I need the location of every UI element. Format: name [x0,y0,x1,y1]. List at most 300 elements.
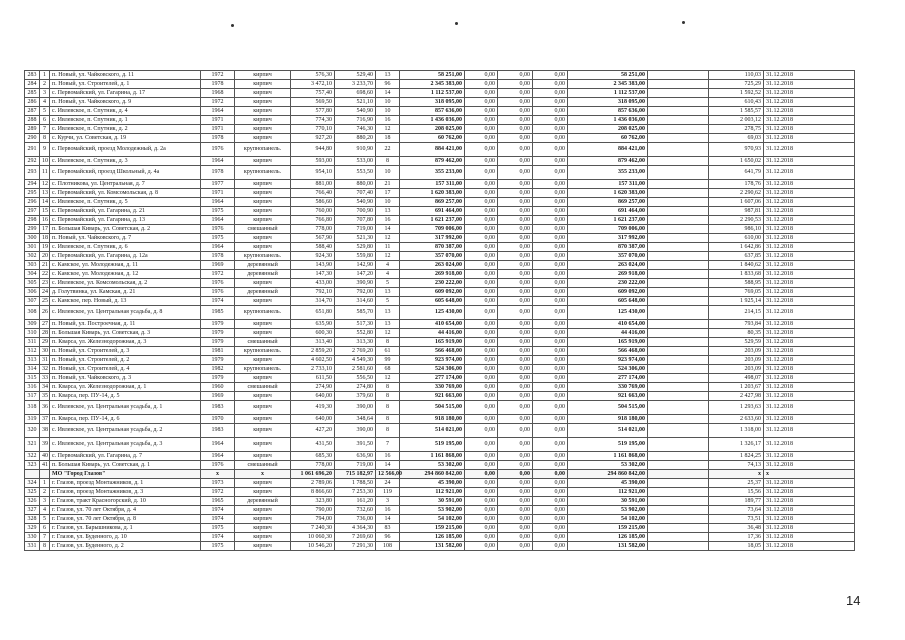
cell-cost-total: 330 769,00 [400,383,465,392]
cell-cost-owners: 1 161 868,00 [568,452,648,461]
cell-address: с. Камское, пер. Новый, д. 13 [50,297,201,306]
cell-cost-local: 0,00 [533,243,568,252]
cell-blank [648,134,709,143]
cell-cost-per-sqm: 2 633,60 [709,415,764,424]
cell-address: с. Ивлевское, ул. Центральная усадьба, д. 8 [50,306,201,320]
cell-wall-material: кирпич [235,415,291,424]
table-row [25,365,855,374]
table-row [25,383,855,392]
cell-deadline-date: 31.12.2018 [764,383,855,392]
cell-row-number: 293 [25,166,40,180]
cell-item-index: 7 [40,533,50,542]
cell-row-number: 317 [25,392,40,401]
cell-item-index: 13 [40,189,50,198]
cell-blank [648,98,709,107]
cell-cost-regional: 0,00 [498,98,533,107]
cell-wall-material: крупнопанель. [235,365,291,374]
cell-build-year: 1978 [201,166,235,180]
cell-deadline-date: 31.12.2018 [764,542,855,551]
cell-blank [648,383,709,392]
cell-row-number: 295 [25,189,40,198]
cell-residents: 10 [376,98,400,107]
cell-address: с. Плотникова, ул. Центральная, д. 7 [50,180,201,189]
cell-blank [648,189,709,198]
cell-blank [648,438,709,452]
cell-cost-per-sqm: 203,09 [709,365,764,374]
cell-cost-federal: 0,00 [465,243,498,252]
cell-blank [648,297,709,306]
cell-address: с. Камское, ул. Молодежная, д. 11 [50,261,201,270]
cell-address: с. Ивлевское, п. Спутник, д. 3 [50,157,201,166]
cell-cost-owners: 269 918,00 [568,270,648,279]
cell-cost-regional: 0,00 [498,288,533,297]
cell-residents: 22 [376,143,400,157]
cell-cost-federal: 0,00 [465,261,498,270]
cell-residents: 14 [376,461,400,470]
cell-item-index: 4 [40,506,50,515]
cell-cost-per-sqm: 610,00 [709,234,764,243]
cell-build-year: 1975 [201,524,235,533]
cell-blank [648,497,709,506]
cell-cost-total: 566 468,00 [400,347,465,356]
cell-cost-owners: 208 025,00 [568,125,648,134]
cell-deadline-date: 31.12.2018 [764,329,855,338]
cell-row-number: 319 [25,415,40,424]
page-number: 14 [846,593,861,608]
cell-row-number [25,470,40,479]
cell-row-number: 296 [25,198,40,207]
cell-living-area: 521,30 [335,234,376,243]
cell-cost-federal: 0,00 [465,452,498,461]
cell-row-number: 323 [25,461,40,470]
cell-cost-per-sqm: 74,13 [709,461,764,470]
cell-cost-per-sqm: 1 840,62 [709,261,764,270]
table-row [25,180,855,189]
cell-cost-per-sqm: 1 833,68 [709,270,764,279]
cell-total-area: 792,10 [291,288,335,297]
cell-build-year: 1976 [201,461,235,470]
cell-cost-federal: 0,00 [465,216,498,225]
cell-cost-local: 0,00 [533,288,568,297]
cell-address: г. Глазов, ул. 70 лет Октября, д. 4 [50,506,201,515]
cell-living-area: 390,00 [335,401,376,415]
cell-cost-total: 60 762,00 [400,134,465,143]
cell-cost-local: 0,00 [533,374,568,383]
cell-blank [648,216,709,225]
cell-deadline-date: 31.12.2018 [764,89,855,98]
cell-cost-federal: 0,00 [465,479,498,488]
cell-cost-owners: 709 006,00 [568,225,648,234]
cell-address: с. Камское, ул. Молодежная, д. 12 [50,270,201,279]
cell-living-area: 2 581,60 [335,365,376,374]
cell-residents: 21 [376,180,400,189]
cell-cost-total: 230 222,00 [400,279,465,288]
cell-cost-per-sqm: 2 003,12 [709,116,764,125]
cell-wall-material: смешанный [235,461,291,470]
cell-row-number: 283 [25,71,40,80]
cell-residents: 11 [376,243,400,252]
cell-address: п. Кварса, пер. ПУ-14, д. 5 [50,392,201,401]
cell-residents: 14 [376,89,400,98]
cell-total-area: 640,00 [291,415,335,424]
cell-deadline-date: 31.12.2018 [764,71,855,80]
cell-total-area: 774,30 [291,116,335,125]
cell-deadline-date: 31.12.2018 [764,180,855,189]
cell-item-index: 15 [40,207,50,216]
cell-wall-material: кирпич [235,479,291,488]
table-row [25,198,855,207]
cell-cost-owners: 923 974,00 [568,356,648,365]
cell-residents: 119 [376,488,400,497]
cell-cost-total: 1 621 237,00 [400,216,465,225]
cell-cost-owners: 58 251,00 [568,71,648,80]
cell-deadline-date: 31.12.2018 [764,125,855,134]
cell-cost-federal: 0,00 [465,125,498,134]
cell-item-index: 16 [40,216,50,225]
cell-total-area: 927,20 [291,134,335,143]
cell-wall-material: кирпич [235,524,291,533]
cell-item-index: 35 [40,392,50,401]
cell-blank [648,198,709,207]
cell-wall-material: деревянный [235,270,291,279]
cell-residents: 8 [376,392,400,401]
cell-item-index: 3 [40,89,50,98]
cell-cost-total: 126 185,00 [400,533,465,542]
cell-cost-federal: 0,00 [465,80,498,89]
table-row [25,143,855,157]
cell-cost-regional: 0,00 [498,261,533,270]
cell-build-year: 1964 [201,216,235,225]
cell-build-year: 1979 [201,338,235,347]
cell-item-index: 14 [40,198,50,207]
cell-cost-per-sqm: 110,03 [709,71,764,80]
cell-cost-regional: 0,00 [498,216,533,225]
cell-living-area: 1 788,50 [335,479,376,488]
cell-cost-total: 317 992,00 [400,234,465,243]
cell-cost-per-sqm: 498,07 [709,374,764,383]
table-row [25,71,855,80]
cell-cost-federal: 0,00 [465,225,498,234]
cell-residents: 108 [376,542,400,551]
cell-deadline-date: 31.12.2018 [764,488,855,497]
cell-cost-per-sqm: 1 592,52 [709,89,764,98]
cell-residents: 83 [376,524,400,533]
cell-cost-per-sqm: 2 290,53 [709,216,764,225]
cell-residents: 10 [376,198,400,207]
cell-total-area: 766,80 [291,216,335,225]
cell-cost-local: 0,00 [533,180,568,189]
cell-blank [648,415,709,424]
cell-cost-total: 870 387,00 [400,243,465,252]
cell-cost-per-sqm: 793,84 [709,320,764,329]
cell-cost-owners: 60 762,00 [568,134,648,143]
cell-living-area: 314,60 [335,297,376,306]
cell-total-area: 1 061 696,20 [291,470,335,479]
cell-cost-owners: 263 024,00 [568,261,648,270]
cell-residents: 16 [376,506,400,515]
cell-cost-per-sqm: 986,10 [709,225,764,234]
table-row [25,189,855,198]
cell-row-number: 289 [25,125,40,134]
cell-cost-total: 208 025,00 [400,125,465,134]
cell-address: г. Глазов, ул. 70 лет Октября, д. 8 [50,515,201,524]
cell-cost-per-sqm: 529,59 [709,338,764,347]
cell-wall-material: кирпич [235,107,291,116]
cell-total-area: 954,10 [291,166,335,180]
cell-cost-per-sqm: 189,77 [709,497,764,506]
cell-cost-owners: 691 464,00 [568,207,648,216]
table-row [25,288,855,297]
cell-row-number: 322 [25,452,40,461]
cell-total-area: 10 546,20 [291,542,335,551]
cell-living-area: 161,20 [335,497,376,506]
cell-build-year: 1964 [201,107,235,116]
cell-blank [648,89,709,98]
cell-cost-per-sqm: 73,51 [709,515,764,524]
cell-cost-per-sqm: 25,37 [709,479,764,488]
cell-row-number: 300 [25,234,40,243]
cell-wall-material: кирпич [235,279,291,288]
cell-cost-local: 0,00 [533,329,568,338]
cell-cost-owners: 355 233,00 [568,166,648,180]
cell-build-year: 1971 [201,116,235,125]
cell-item-index: 39 [40,438,50,452]
cell-blank [648,470,709,479]
cell-total-area: 419,30 [291,401,335,415]
cell-deadline-date: 31.12.2018 [764,533,855,542]
cell-total-area: 8 866,60 [291,488,335,497]
cell-item-index: 23 [40,279,50,288]
cell-cost-local: 0,00 [533,198,568,207]
cell-residents: 8 [376,424,400,438]
cell-cost-per-sqm: 588,95 [709,279,764,288]
cell-cost-total: 884 421,00 [400,143,465,157]
cell-total-area: 651,80 [291,306,335,320]
cell-cost-owners: 125 430,00 [568,306,648,320]
cell-cost-per-sqm: х [709,470,764,479]
cell-residents: 12 566,00 [376,470,400,479]
table-row [25,270,855,279]
cell-cost-local: 0,00 [533,89,568,98]
cell-wall-material: кирпич [235,329,291,338]
cell-cost-per-sqm: 1 824,25 [709,452,764,461]
table-row [25,116,855,125]
cell-build-year: 1972 [201,488,235,497]
cell-total-area: 2 733,10 [291,365,335,374]
cell-cost-local: 0,00 [533,424,568,438]
cell-item-index: 34 [40,383,50,392]
cell-cost-local: 0,00 [533,261,568,270]
cell-cost-total: 504 515,00 [400,401,465,415]
cell-wall-material: кирпич [235,392,291,401]
cell-cost-total: 709 006,00 [400,225,465,234]
cell-blank [648,288,709,297]
cell-living-area: 552,80 [335,329,376,338]
cell-item-index: 19 [40,243,50,252]
cell-cost-local: 0,00 [533,347,568,356]
cell-cost-total: 691 464,00 [400,207,465,216]
cell-cost-total: 157 311,00 [400,180,465,189]
cell-cost-federal: 0,00 [465,297,498,306]
cell-blank [648,225,709,234]
cell-wall-material: кирпич [235,320,291,329]
cell-address: МО "Город Глазов" [50,470,201,479]
cell-build-year: 1969 [201,392,235,401]
cell-residents: 5 [376,279,400,288]
cell-cost-owners: 2 345 383,00 [568,80,648,89]
cell-cost-local: 0,00 [533,279,568,288]
table-row [25,524,855,533]
cell-cost-local: 0,00 [533,134,568,143]
cell-cost-regional: 0,00 [498,329,533,338]
cell-blank [648,180,709,189]
cell-cost-per-sqm: 203,09 [709,356,764,365]
cell-cost-federal: 0,00 [465,71,498,80]
cell-deadline-date: 31.12.2018 [764,306,855,320]
cell-living-area: 716,90 [335,116,376,125]
cell-build-year: 1964 [201,198,235,207]
cell-cost-federal: 0,00 [465,383,498,392]
cell-cost-federal: 0,00 [465,189,498,198]
cell-deadline-date: 31.12.2018 [764,438,855,452]
cell-cost-regional: 0,00 [498,143,533,157]
cell-item-index: 27 [40,320,50,329]
cell-blank [648,461,709,470]
table-row [25,338,855,347]
cell-row-number: 310 [25,329,40,338]
cell-blank [648,107,709,116]
cell-total-area: 431,50 [291,438,335,452]
cell-deadline-date: 31.12.2018 [764,243,855,252]
table-row [25,207,855,216]
cell-living-area: 529,40 [335,71,376,80]
cell-blank [648,479,709,488]
cell-item-index: 26 [40,306,50,320]
table-row [25,134,855,143]
cell-build-year: 1969 [201,261,235,270]
cell-deadline-date: 31.12.2018 [764,479,855,488]
cell-deadline-date: 31.12.2018 [764,198,855,207]
cell-cost-federal: 0,00 [465,89,498,98]
cell-cost-total: 2 345 383,00 [400,80,465,89]
cell-total-area: 944,80 [291,143,335,157]
cell-blank [648,542,709,551]
cell-cost-per-sqm: 2 290,62 [709,189,764,198]
cell-build-year: 1977 [201,180,235,189]
cell-item-index: 40 [40,452,50,461]
cell-cost-regional: 0,00 [498,365,533,374]
cell-blank [648,452,709,461]
cell-cost-per-sqm: 203,09 [709,347,764,356]
cell-cost-total: 53 302,00 [400,461,465,470]
cell-deadline-date: 31.12.2018 [764,189,855,198]
cell-residents: 7 [376,438,400,452]
cell-cost-per-sqm: 641,79 [709,166,764,180]
cell-build-year: 1968 [201,89,235,98]
cell-item-index: 32 [40,365,50,374]
cell-living-area: 559,80 [335,252,376,261]
cell-wall-material: кирпич [235,134,291,143]
cell-cost-federal: 0,00 [465,424,498,438]
cell-cost-total: 112 921,00 [400,488,465,497]
cell-deadline-date: 31.12.2018 [764,461,855,470]
cell-living-area: 7 291,30 [335,542,376,551]
cell-cost-total: 879 462,00 [400,157,465,166]
cell-cost-federal: 0,00 [465,401,498,415]
cell-cost-local: 0,00 [533,415,568,424]
cell-deadline-date: 31.12.2018 [764,116,855,125]
cell-build-year: 1978 [201,80,235,89]
cell-cost-owners: 294 860 842,00 [568,470,648,479]
cell-living-area: 274,80 [335,383,376,392]
cell-cost-local: 0,00 [533,506,568,515]
cell-row-number: 287 [25,107,40,116]
cell-cost-regional: 0,00 [498,125,533,134]
cell-address: г. Глазов, тракт Красногорский, д. 10 [50,497,201,506]
cell-cost-per-sqm: 278,75 [709,125,764,134]
cell-cost-regional: 0,00 [498,356,533,365]
cell-cost-owners: 609 092,00 [568,288,648,297]
cell-cost-total: 514 021,00 [400,424,465,438]
cell-residents: 8 [376,415,400,424]
cell-cost-regional: 0,00 [498,415,533,424]
cell-total-area: 2 789,06 [291,479,335,488]
cell-total-area: 640,00 [291,392,335,401]
cell-total-area: 766,40 [291,189,335,198]
cell-item-index: 1 [40,71,50,80]
cell-wall-material: кирпич [235,157,291,166]
cell-residents: 96 [376,533,400,542]
cell-cost-federal: 0,00 [465,533,498,542]
cell-living-area: 379,60 [335,392,376,401]
cell-cost-owners: 504 515,00 [568,401,648,415]
cell-residents: 4 [376,270,400,279]
table-row [25,107,855,116]
cell-living-area: 636,90 [335,452,376,461]
cell-cost-federal: 0,00 [465,329,498,338]
cell-cost-regional: 0,00 [498,297,533,306]
cell-wall-material: кирпич [235,71,291,80]
cell-address: п. Большая Киварь, ул. Советская, д. 3 [50,329,201,338]
cell-residents: 8 [376,338,400,347]
cell-residents: 13 [376,207,400,216]
cell-cost-regional: 0,00 [498,497,533,506]
cell-cost-owners: 230 222,00 [568,279,648,288]
cell-row-number: 291 [25,143,40,157]
cell-address: п. Новый, ул. Чайковского, д. 7 [50,234,201,243]
cell-cost-total: 857 636,00 [400,107,465,116]
cell-build-year: 1960 [201,383,235,392]
cell-address: с. Ивлевское, п. Спутник, д. 4 [50,107,201,116]
cell-address: п. Кварса, пер. ПУ-14, д. 6 [50,415,201,424]
cell-build-year: 1974 [201,515,235,524]
cell-address: г. Глазов, ул. Барышникова, д. 1 [50,524,201,533]
cell-cost-per-sqm: 178,76 [709,180,764,189]
cell-cost-owners: 317 992,00 [568,234,648,243]
cell-cost-federal: 0,00 [465,207,498,216]
cell-cost-total: 269 918,00 [400,270,465,279]
cell-row-number: 314 [25,365,40,374]
cell-cost-federal: 0,00 [465,288,498,297]
cell-living-area: 529,80 [335,243,376,252]
cell-cost-regional: 0,00 [498,320,533,329]
cell-residents: 96 [376,80,400,89]
cell-deadline-date: 31.12.2018 [764,497,855,506]
cell-living-area: 517,30 [335,320,376,329]
table-row [25,225,855,234]
cell-blank [648,279,709,288]
cell-row-number: 325 [25,488,40,497]
